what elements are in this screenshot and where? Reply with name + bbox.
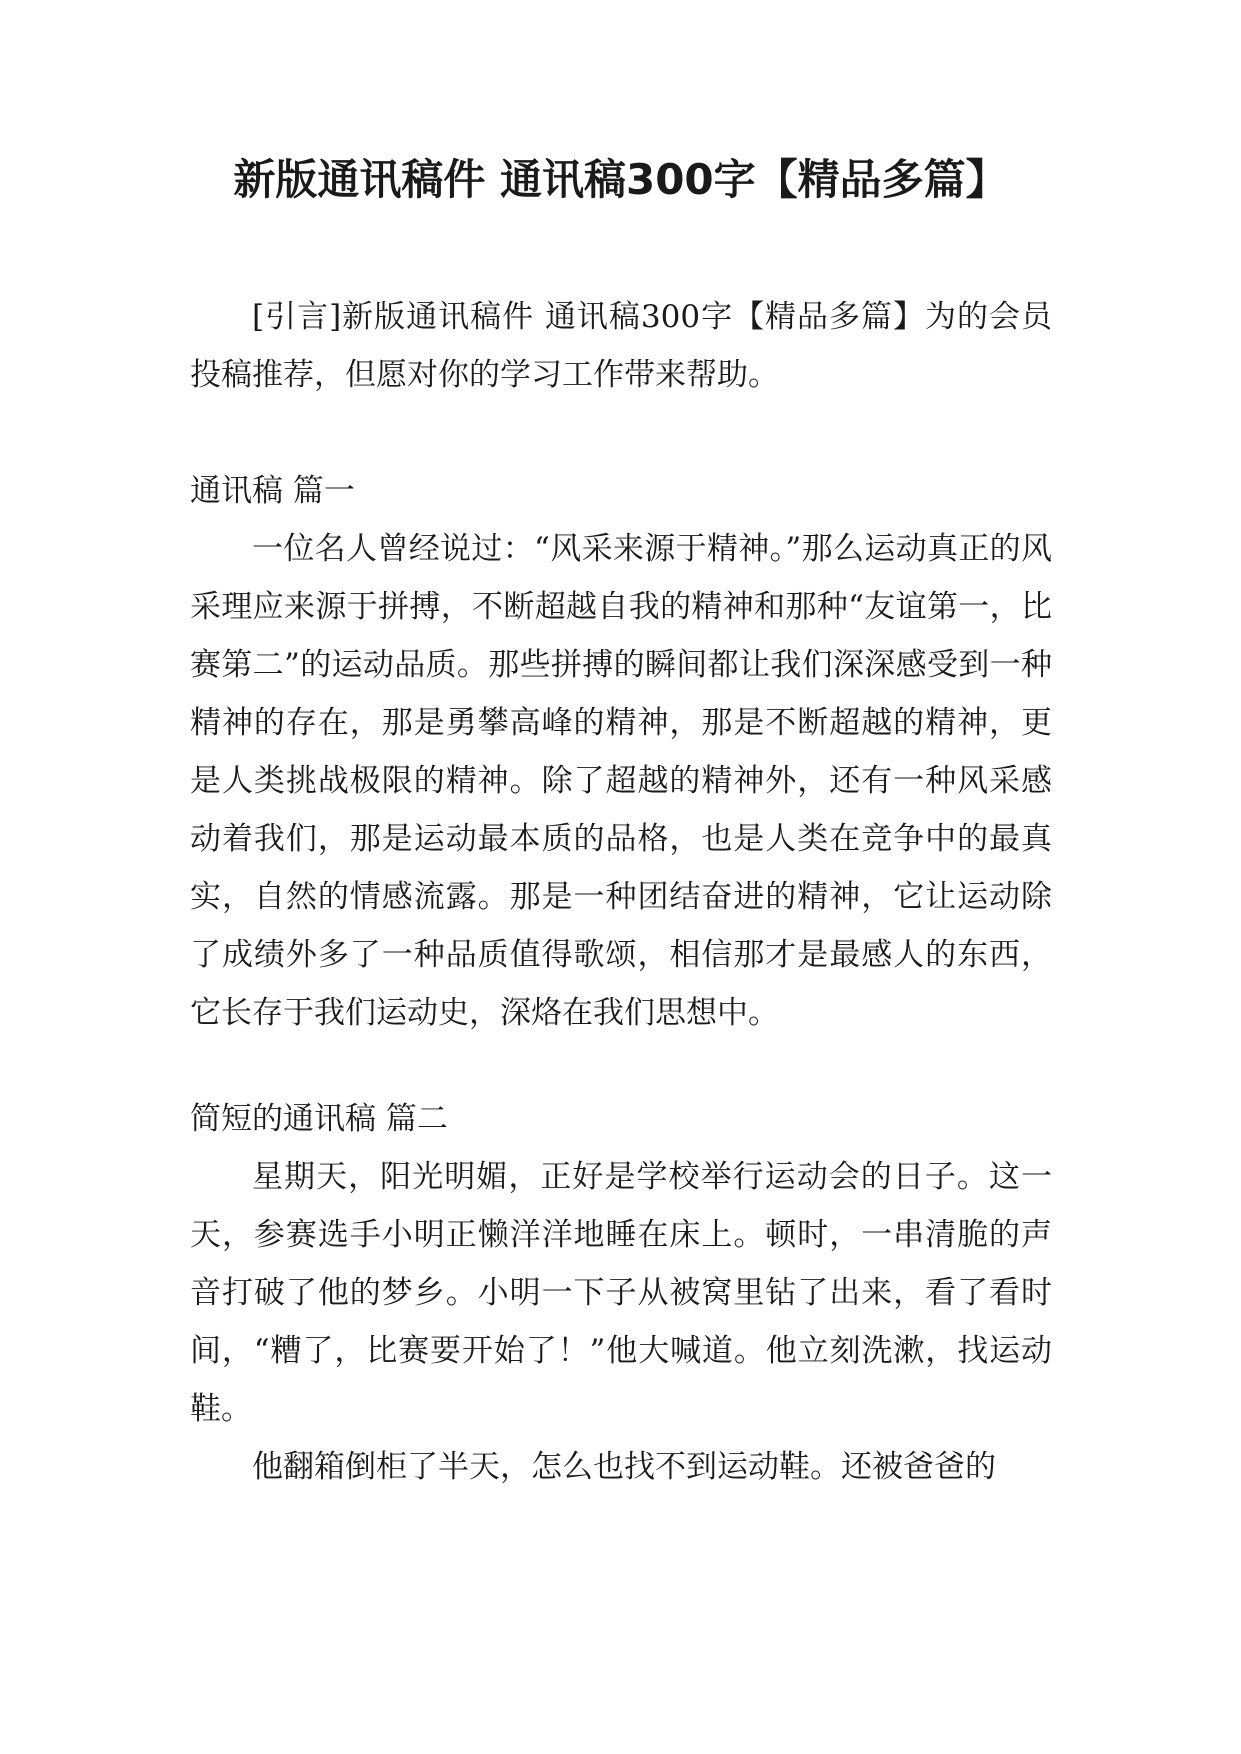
section-spacer	[190, 1042, 1052, 1090]
section-1-paragraph-1: 一位名人曾经说过：“风采来源于精神。”那么运动真正的风采理应来源于拼搏，不断超越自我的精神和那种“友谊第一，比赛第二”的运动品质。那些拼搏的瞬间都让我们深深感受到一种精神的存在，那是勇攀高峰的精神，那是不断超越的精神，更是人类挑战极限的精神。除了超越的精神外，还有一种风采感动着我们，那是运动最本质的品格，也是人类在竞争中的最真实，自然的情感流露。那是一种团结奋进的精神，它让运动除了成绩外多了一种品质值得歌颂，相信那才是最感人的东西，它长存于我们运动史，深烙在我们思想中。	[190, 531, 1052, 1031]
intro-paragraph: [引言]新版通讯稿件 通讯稿300字【精品多篇】为的会员投稿推荐，但愿对你的学习工作带来帮助。	[190, 299, 1052, 393]
section-spacer	[190, 404, 1052, 462]
document-title: 新版通讯稿件 通讯稿300字【精品多篇】	[233, 155, 1008, 204]
section-2-paragraph-1: 星期天，阳光明媚，正好是学校举行运动会的日子。这一天，参赛选手小明正懒洋洋地睡在床上。顿时，一串清脆的声音打破了他的梦乡。小明一下子从被窝里钻了出来，看了看时间，“糟了，比赛要开始了！”他大喊道。他立刻洗漱，找运动鞋。	[190, 1159, 1052, 1427]
section-heading-1: 通讯稿 篇一	[190, 473, 355, 509]
document-body	[190, 288, 1052, 1496]
section-2-paragraph-2: 他翻箱倒柜了半天，怎么也找不到运动鞋。还被爸爸的	[252, 1449, 996, 1485]
section-heading-2: 简短的通讯稿 篇二	[190, 1101, 448, 1137]
